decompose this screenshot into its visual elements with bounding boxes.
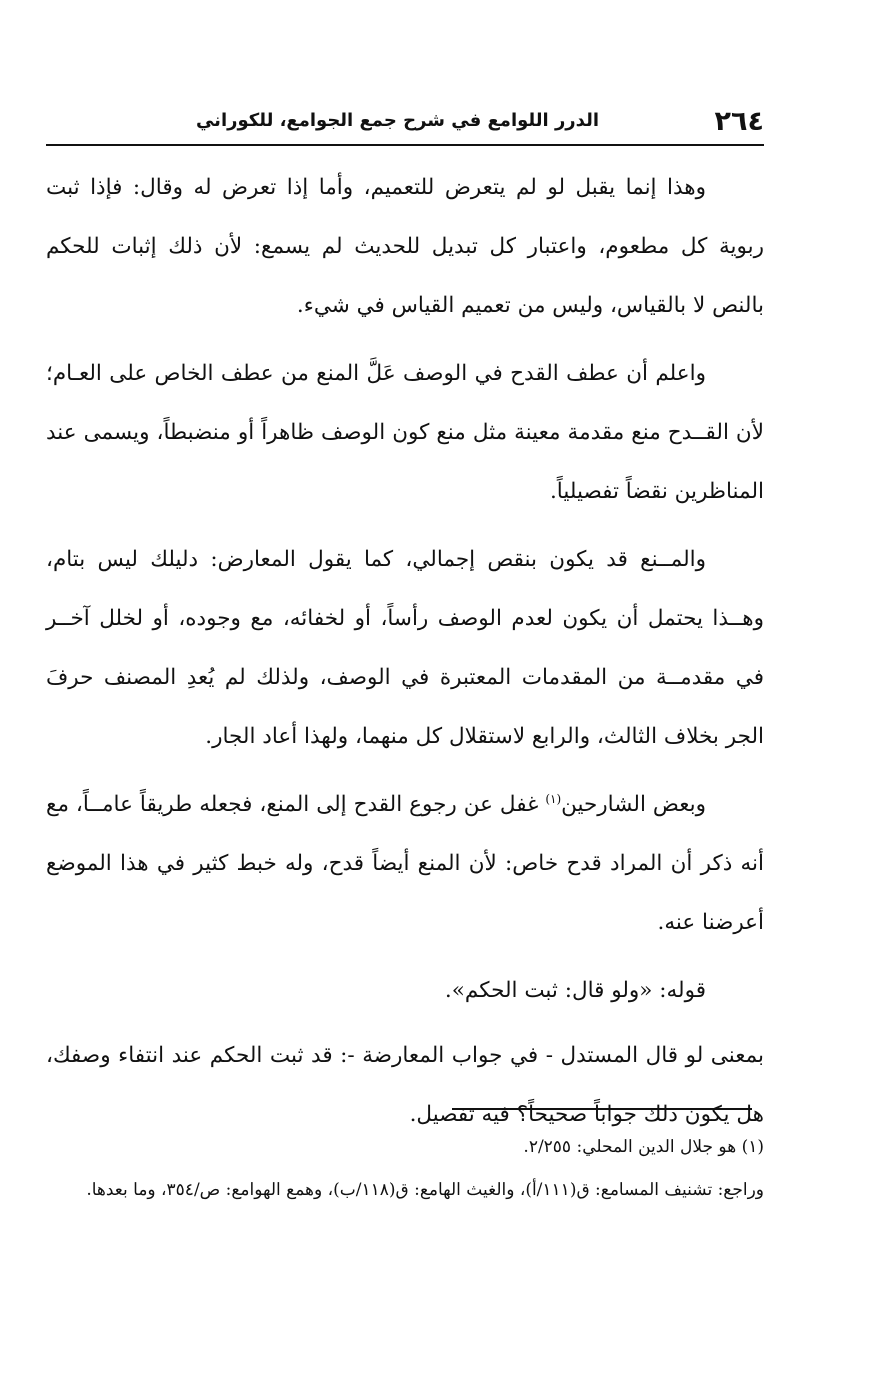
page-header bbox=[46, 104, 764, 146]
paragraph-text-start: وبعض الشارحين bbox=[561, 792, 706, 817]
footnote-separator bbox=[452, 1108, 752, 1110]
main-text bbox=[46, 158, 764, 1153]
page-number: ٢٦٤ bbox=[714, 106, 764, 137]
footnote: وراجع: تشنيف المسامع: ق(١١١/أ)، والغيث الهامع: ق(١١٨/ب)، وهمع الهوامع: ص/٣٥٤، وما بعدها. bbox=[86, 1180, 764, 1200]
paragraph: وهذا إنما يقبل لو لم يتعرض للتعميم، وأما إذا تعرض له وقال: فإذا ثبت ربوية كل مطعوم، واعتبار كل تبديل للحديث لم يسمع: لأن ذلك إثبات للحكم بالنص لا بالقياس، وليس من تعميم القياس في شيء. bbox=[46, 175, 764, 318]
quoted-matn-line: قوله: «ولو قال: ثبت الحكم». bbox=[444, 978, 706, 1003]
paragraph: بمعنى لو قال المستدل - في جواب المعارضة -: قد ثبت الحكم عند انتفاء وصفك، هل يكون ذلك جواباً صحيحاً؟ فيه تفصيل. bbox=[46, 1043, 764, 1127]
paragraph-with-footnote-ref bbox=[46, 775, 764, 952]
paragraph: والمــنع قد يكون بنقص إجمالي، كما يقول المعارض: دليلك ليس بتام، وهــذا يحتمل أن يكون لعدم الوصف رأساً، أو لخفائه، مع وجوده، أو لخلل آخــر في مقدمــة من المقدمات المعتبرة في الوصف، ولذلك لم يُعدِ المصنف حرفَ الجر بخلاف الثالث، والرابع لاستقلال كل منهما، ولهذا أعاد الجار. bbox=[46, 547, 764, 749]
footnote: (١) هو جلال الدين المحلي: ٢/٢٥٥. bbox=[523, 1137, 764, 1157]
footnote-reference: (١) bbox=[545, 791, 562, 806]
paragraph-text-rest: غفل عن رجوع القدح إلى المنع، فجعله طريقاً عامــاً، مع أنه ذكر أن المراد قدح خاص: لأن المنع أيضاً قدح، وله خبط كثير في هذا الموضع أعرضنا عنه. bbox=[46, 792, 764, 935]
paragraph: واعلم أن عطف القدح في الوصف عَلَّ المنع من عطف الخاص على العـام؛ لأن القــدح منع مقدمة معينة مثل منع كون الوصف ظاهراً أو منضبطاً، ويسمى عند المناظرين نقضاً تفصيلياً. bbox=[46, 361, 764, 504]
footnotes bbox=[46, 1128, 764, 1214]
running-title: الدرر اللوامع في شرح جمع الجوامع، للكوراني bbox=[195, 110, 599, 131]
